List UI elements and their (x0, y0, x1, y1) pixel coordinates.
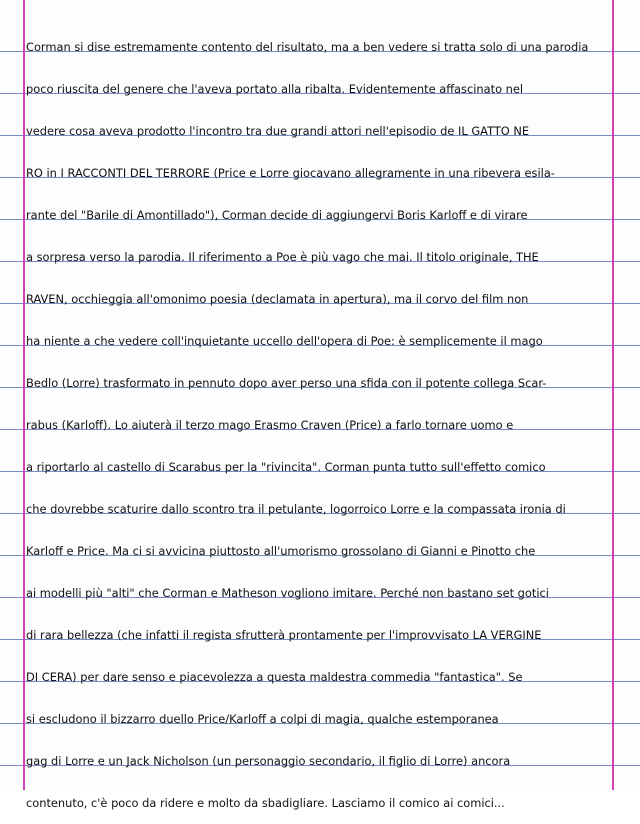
text-line: rabus (Karloff). Lo aiuterà il terzo mago Erasmo Craven (Price) a farlo tornare uomo e (26, 418, 514, 432)
text-line: Bedlo (Lorre) trasformato in pennuto dopo aver perso una sfida con il potente collega Scar- (26, 376, 547, 390)
text-line: rante del "Barile di Amontillado"), Corman decide di aggiungervi Boris Karloff e di virare (26, 208, 528, 222)
text-line: RO in I RACCONTI DEL TERRORE (Price e Lorre giocavano allegramente in una ribevera esila- (26, 166, 555, 180)
text-line: che dovrebbe scaturire dallo scontro tra il petulante, logorroico Lorre e la compassata ironia di (26, 502, 566, 516)
text-line: Corman si dise estremamente contento del risultato, ma a ben vedere si tratta solo di una parodia (26, 40, 589, 54)
text-line: contenuto, c'è poco da ridere e molto da sbadigliare. Lasciamo il comico ai comici... (26, 796, 505, 810)
text-line: poco riuscita del genere che l'aveva portato alla ribalta. Evidentemente affascinato nel (26, 82, 524, 96)
text-line: RAVEN, occhieggia all'omonimo poesia (declamata in apertura), ma il corvo del film non (26, 292, 529, 306)
text-line: DI CERA) per dare senso e piacevolezza a questa maldestra commedia "fantastica". Se (26, 670, 523, 684)
text-line: ai modelli più "alti" che Corman e Matheson vogliono imitare. Perché non bastano set gotici (26, 586, 549, 600)
text-line: di rara bellezza (che infatti il regista sfrutterà prontamente per l'improvvisato LA VERGINE (26, 628, 542, 642)
handwritten-text (26, 26, 618, 824)
text-line: ha niente a che vedere coll'inquietante uccello dell'opera di Poe: è semplicemente il mago (26, 334, 543, 348)
left-margin-line (23, 0, 25, 790)
text-line: a riportarlo al castello di Scarabus per la "rivincita". Corman punta tutto sull'effetto comico (26, 460, 546, 474)
text-line: a sorpresa verso la parodia. Il riferimento a Poe è più vago che mai. Il titolo originale, THE (26, 250, 539, 264)
text-line: Karloff e Price. Ma ci si avvicina piuttosto all'umorismo grossolano di Gianni e Pinotto che (26, 544, 536, 558)
text-line: vedere cosa aveva prodotto l'incontro tra due grandi attori nell'episodio de IL GATTO NE (26, 124, 530, 138)
text-line: si escludono il bizzarro duello Price/Karloff a colpi di magia, qualche estemporanea (26, 712, 499, 726)
text-line: gag di Lorre e un Jack Nicholson (un personaggio secondario, il figlio di Lorre) ancora (26, 754, 511, 768)
